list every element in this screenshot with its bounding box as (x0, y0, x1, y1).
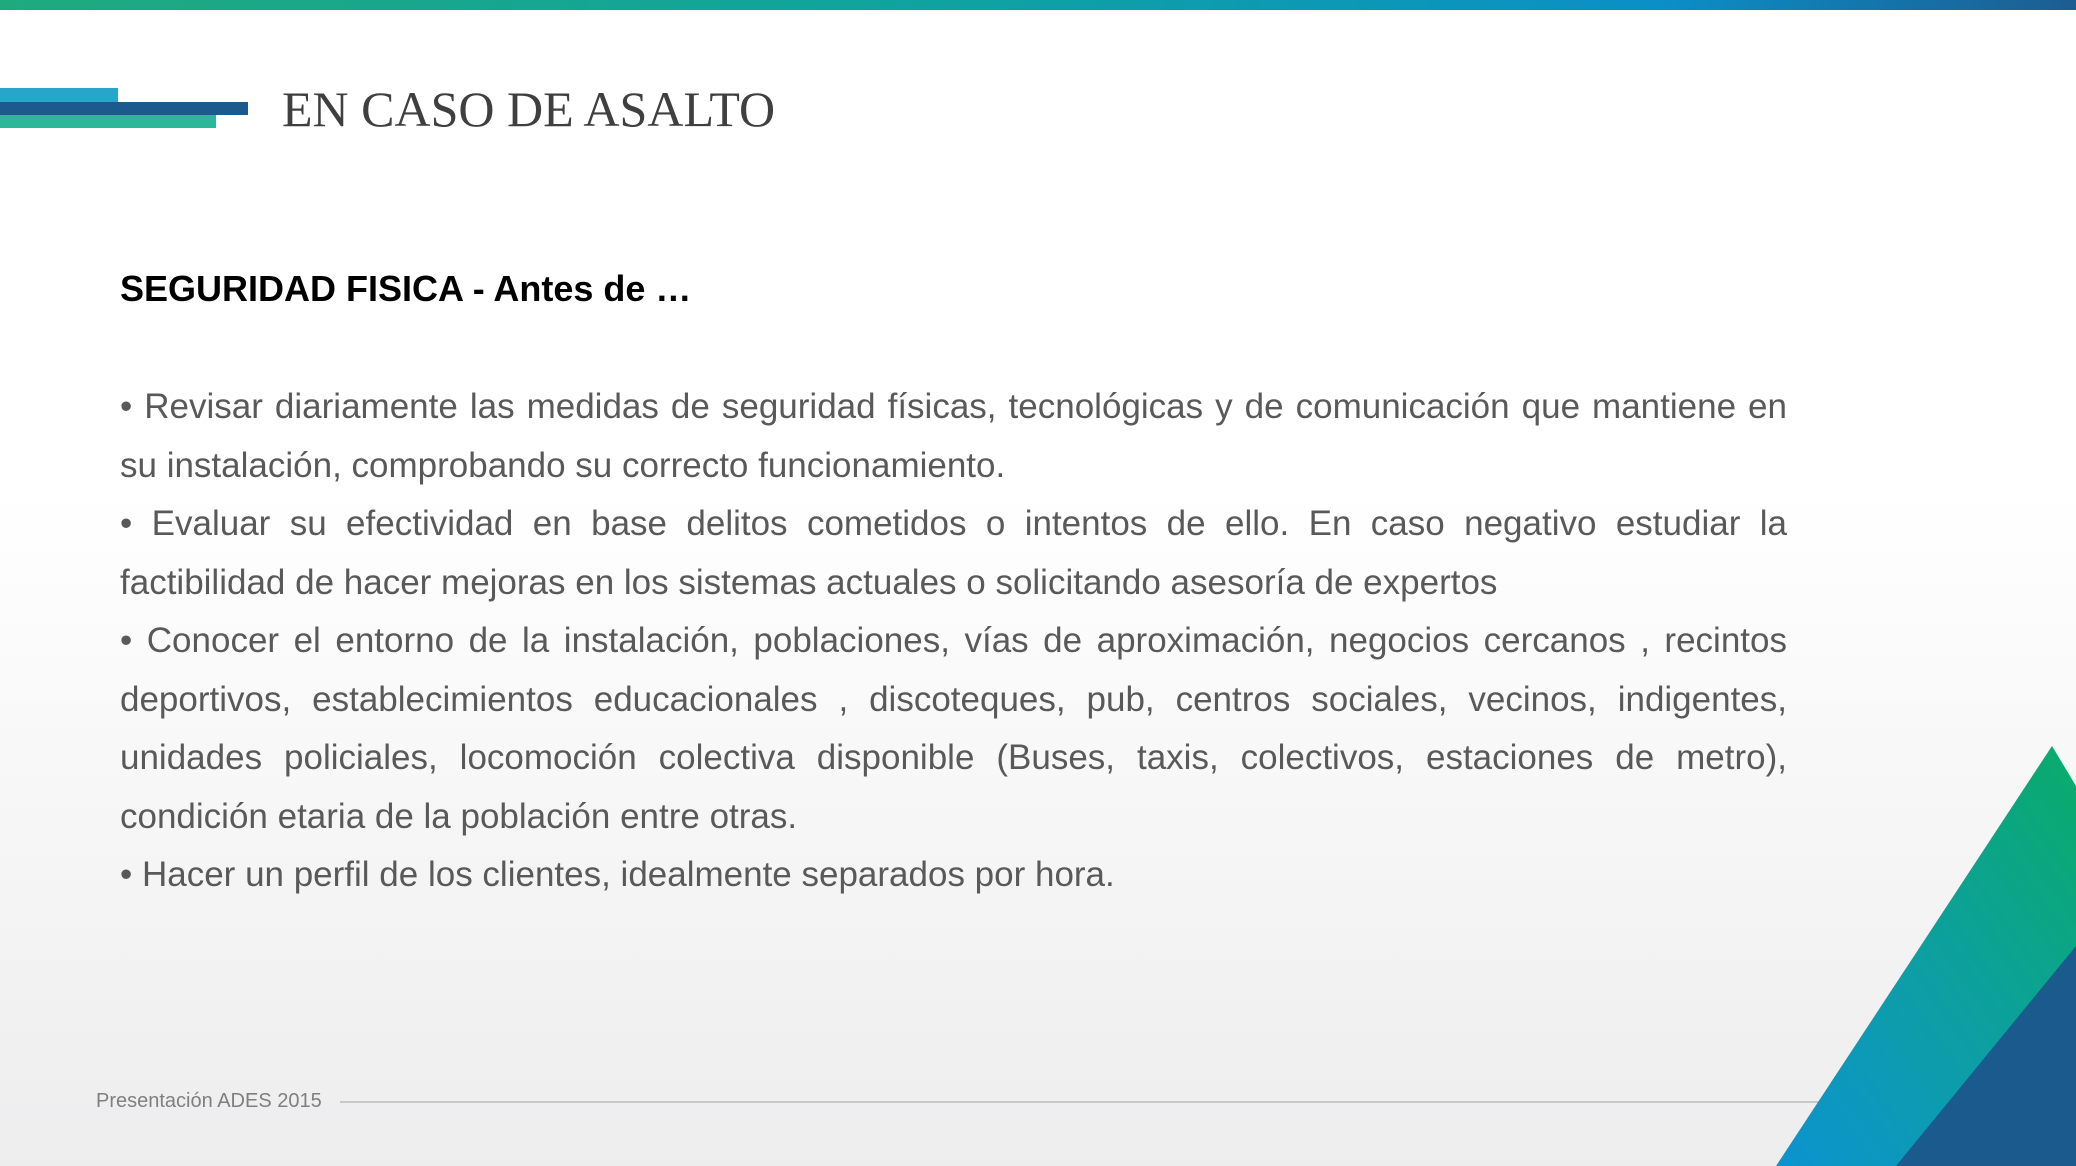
corner-triangle-decoration (1776, 746, 2076, 1166)
bullet-item: • Hacer un perfil de los clientes, idealmente separados por hora. (120, 855, 1115, 894)
section-heading: SEGURIDAD FISICA - Antes de … (120, 268, 692, 309)
stripe-navy (0, 102, 248, 115)
stripe-teal (0, 115, 216, 128)
title-decoration-stripes (0, 0, 260, 140)
bullet-list (120, 378, 1787, 905)
page-title: EN CASO DE ASALTO (282, 81, 776, 137)
stripe-light-blue (0, 88, 118, 102)
footer-label: Presentación ADES 2015 (96, 1090, 322, 1112)
bullet-item: • Evaluar su efectividad en base delitos cometidos o intentos de ello. En caso negativo estudiar la factibilidad de hacer mejoras en los sistemas actuales o solicitando asesoría de expertos (120, 504, 1787, 602)
bullet-item: • Conocer el entorno de la instalación, poblaciones, vías de aproximación, negocios cercanos , recintos deportivos, establecimientos educacionales , discoteques, pub, centros sociales, vecinos, indigentes, unidades policiales, locomoción colectiva disponible (Buses, taxis, colectivos, estaciones de metro), condición etaria de la población entre otras. (120, 621, 1787, 836)
top-accent-bar (0, 0, 2076, 10)
footer-divider (340, 1101, 1840, 1103)
bullet-item: • Revisar diariamente las medidas de seguridad físicas, tecnológicas y de comunicación que mantiene en su instalación, comprobando su correcto funcionamiento. (120, 387, 1787, 485)
